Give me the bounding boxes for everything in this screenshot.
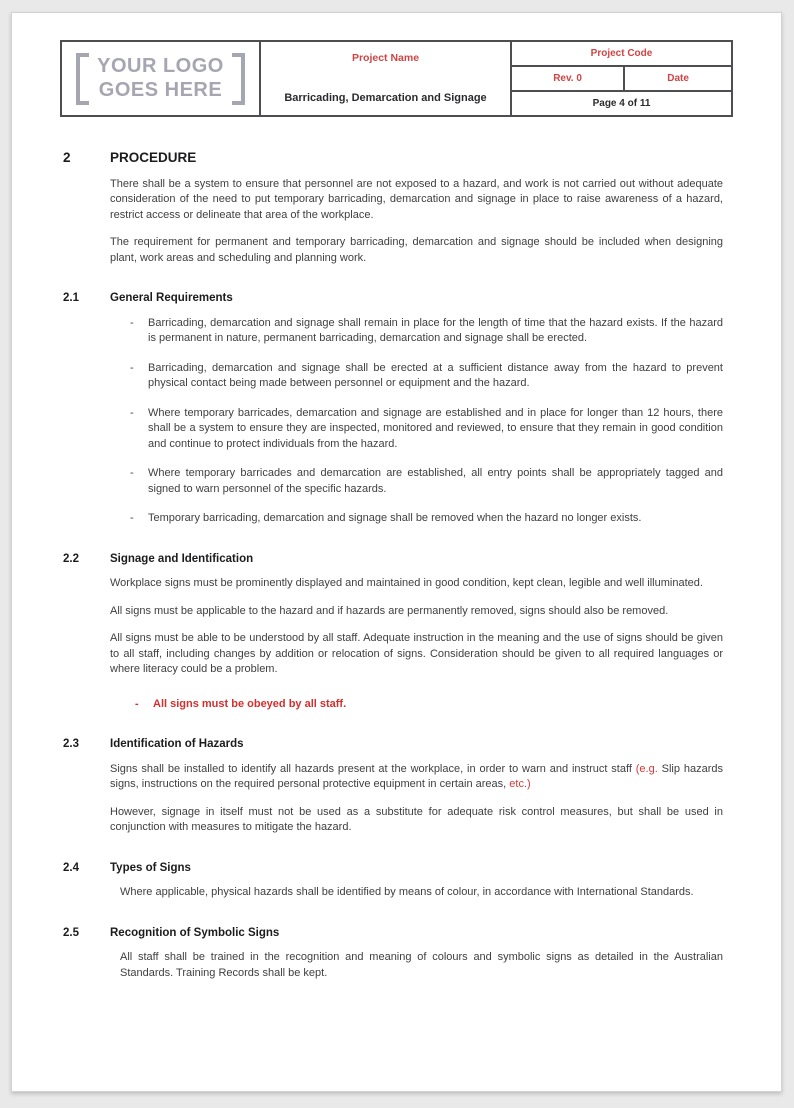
list-item-text: Where temporary barricades and demarcation are established, all entry points shall be appropriately tagged and signed to warn personnel of the specific hazards. xyxy=(148,467,723,495)
section-number: 2.3 xyxy=(63,738,79,750)
paragraph xyxy=(110,177,723,224)
section-number: 2.2 xyxy=(63,552,79,565)
rev-cell xyxy=(512,67,625,90)
section-title: General Requirements xyxy=(110,292,233,304)
document-page xyxy=(11,12,782,1092)
section-heading-2.2 xyxy=(63,552,723,568)
logo-placeholder xyxy=(76,53,245,105)
list-item xyxy=(130,466,723,497)
date-label: Date xyxy=(667,73,689,84)
rev-label: Rev. 0 xyxy=(553,73,582,84)
paragraph xyxy=(110,235,723,266)
paragraph xyxy=(110,762,723,793)
project-code-label: Project Code xyxy=(590,48,653,59)
section-heading-2.1 xyxy=(63,291,723,307)
paragraph-text: All signs must be able to be understood by all staff. Adequate instruction in the meaning and the use of signs should be given to all staff, including changes by addition or relocation of signs. Consideration should be given to all required languages or where literacy could be a problem. xyxy=(110,632,723,675)
paragraph-text: Signs shall be installed to identify all hazards present at the workplace, in order to warn and instruct staff xyxy=(110,762,636,775)
paragraph xyxy=(110,604,723,620)
bullet-dash-icon: - xyxy=(130,467,134,479)
date-cell xyxy=(625,67,731,90)
title-cell xyxy=(261,42,512,115)
section-number: 2 xyxy=(63,150,71,165)
logo-right-bracket-icon xyxy=(232,53,245,105)
logo-line1: YOUR LOGO xyxy=(97,55,224,78)
red-inline-text: (e.g. xyxy=(635,762,658,775)
logo-left-bracket-icon xyxy=(76,53,89,105)
paragraph xyxy=(110,805,723,836)
section-number: 2.4 xyxy=(63,861,79,874)
paragraph xyxy=(120,950,723,981)
section-number: 2.5 xyxy=(63,926,79,939)
section-title: Recognition of Symbolic Signs xyxy=(110,926,280,939)
section-heading-2.3 xyxy=(63,737,723,753)
list-item-text: Barricading, demarcation and signage shall be erected at a sufficient distance away from the hazard to prevent physical contact being made between personnel or equipment and the hazard. xyxy=(148,361,723,389)
paragraph xyxy=(110,631,723,678)
list-item xyxy=(130,316,723,347)
meta-cell xyxy=(512,42,731,115)
logo-cell xyxy=(62,42,261,115)
list-item xyxy=(130,361,723,392)
section-title: Signage and Identification xyxy=(110,552,254,565)
paragraph-text: However, signage in itself must not be used as a substitute for adequate risk control measures, but shall be used in conjunction with measures to mitigate the hazard. xyxy=(110,805,723,833)
section-heading-2.5 xyxy=(63,926,723,942)
project-name-label: Project Name xyxy=(351,52,420,64)
list-item-text: Where temporary barricades, demarcation and signage are established and in place for longer than 12 hours, there shall be a system to ensure they are inspected, monitored and reviewed, to ensure that they remain in good condition and continue to protect individuals from the hazard. xyxy=(148,406,723,450)
logo-text xyxy=(97,53,224,105)
bullet-dash-icon: - xyxy=(130,406,134,419)
document-title: Barricading, Demarcation and Signage xyxy=(284,92,487,104)
paragraph-text: The requirement for permanent and temporary barricading, demarcation and signage should be included when designing plant, work areas and scheduling and planning work. xyxy=(110,236,723,264)
bullet-dash-icon: - xyxy=(135,697,139,710)
section-title: Identification of Hazards xyxy=(110,738,244,750)
paragraph-text: All signs must be applicable to the hazard and if hazards are permanently removed, signs should also be removed. xyxy=(110,604,669,617)
logo-line2: GOES HERE xyxy=(98,78,223,101)
emphasized-list-item xyxy=(135,697,723,713)
page-number-row xyxy=(512,92,731,115)
list-item xyxy=(130,511,723,527)
bullet-dash-icon: - xyxy=(130,316,134,329)
paragraph-text: All staff shall be trained in the recognition and meaning of colours and symbolic signs as detailed in the Australian Standards. Training Records shall be kept. xyxy=(120,951,723,979)
project-code-row xyxy=(512,42,731,67)
section-title: Types of Signs xyxy=(110,861,191,874)
bullet-dash-icon: - xyxy=(130,512,134,524)
page-number-label: Page 4 of 11 xyxy=(592,98,651,109)
paragraph-text: There shall be a system to ensure that personnel are not exposed to a hazard, and work is not carried out without adequate consideration of the need to put temporary barricading, demarcation and signage in place to raise awareness of a hazard, restrict access or delineate that area of the workplace. xyxy=(110,177,723,221)
red-inline-text: etc.) xyxy=(509,778,531,790)
bullet-dash-icon: - xyxy=(130,361,134,374)
paragraph-text: Where applicable, physical hazards shall be identified by means of colour, in accordance with International Standards. xyxy=(120,886,694,898)
paragraph-text: Workplace signs must be prominently displayed and maintained in good condition, kept clean, legible and well illuminated. xyxy=(110,577,703,589)
paragraph xyxy=(120,885,723,901)
list-item xyxy=(130,406,723,453)
paragraph-text: Slip hazards signs, instructions on the required personal protective equipment in certain areas, xyxy=(110,762,723,790)
rev-date-row xyxy=(512,67,731,92)
list-item-text: Temporary barricading, demarcation and signage shall be removed when the hazard no longer exists. xyxy=(148,512,642,524)
section-heading-2.4 xyxy=(63,861,723,877)
paragraph xyxy=(110,576,723,592)
document-body xyxy=(63,150,723,981)
emphasized-list-item-text: All signs must be obeyed by all staff. xyxy=(153,697,347,710)
section-heading-2 xyxy=(63,150,723,166)
list-item-text: Barricading, demarcation and signage shall remain in place for the length of time that the hazard exists. If the hazard is permanent in nature, permanent barricading, demarcation and signage shall be erected. xyxy=(148,316,723,344)
section-title: PROCEDURE xyxy=(110,150,197,165)
section-number: 2.1 xyxy=(63,292,79,304)
document-header-table xyxy=(60,40,733,117)
